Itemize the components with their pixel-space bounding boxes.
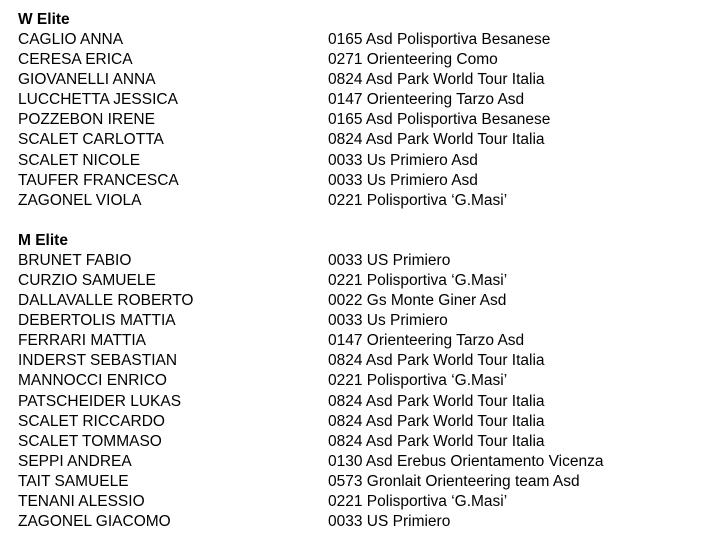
club-name: 0221 Polisportiva ‘G.Masi’ — [328, 492, 508, 510]
entry-row — [18, 50, 708, 70]
club-name: 0165 Asd Polisportiva Besanese — [328, 31, 551, 48]
athlete-name: CURZIO SAMUELE — [18, 271, 156, 289]
entry-row — [18, 371, 708, 391]
athlete-name: TAUFER FRANCESCA — [18, 171, 179, 189]
athlete-name: INDERST SEBASTIAN — [18, 352, 178, 370]
club-name: 0824 Asd Park World Tour Italia — [328, 71, 545, 89]
entry-row — [18, 432, 708, 452]
club-name: 0022 Gs Monte Giner Asd — [328, 292, 507, 310]
entry-row — [18, 171, 708, 191]
athlete-name: FERRARI MATTIA — [18, 332, 147, 350]
athlete-name: ZAGONEL VIOLA — [18, 191, 142, 209]
entry-row — [18, 271, 708, 291]
club-name: 0824 Asd Park World Tour Italia — [328, 432, 545, 450]
athlete-name: DEBERTOLIS MATTIA — [18, 312, 176, 330]
athlete-name: SCALET RICCARDO — [18, 412, 165, 430]
club-name: 0573 Gronlait Orienteering team Asd — [328, 472, 580, 490]
athlete-name: CAGLIO ANNA — [18, 31, 124, 48]
athlete-name: MANNOCCI ENRICO — [18, 372, 167, 390]
athlete-name: BRUNET FABIO — [18, 251, 132, 269]
entry-row — [18, 251, 708, 271]
entry-row — [18, 392, 708, 412]
entry-row — [18, 331, 708, 351]
entry-row — [18, 151, 708, 171]
entry-row — [18, 512, 708, 532]
entry-row — [18, 452, 708, 472]
athlete-name: SCALET CARLOTTA — [18, 131, 164, 149]
athlete-name: TENANI ALESSIO — [18, 492, 145, 510]
athlete-name: POZZEBON IRENE — [18, 111, 155, 129]
club-name: 0033 Us Primiero — [328, 312, 448, 330]
section-title: M Elite — [18, 231, 68, 249]
entry-list-document — [18, 10, 708, 532]
athlete-name: GIOVANELLI ANNA — [18, 71, 156, 89]
entry-row — [18, 191, 708, 211]
athlete-name: CERESA ERICA — [18, 51, 133, 69]
club-name: 0147 Orienteering Tarzo Asd — [328, 332, 525, 350]
club-name: 0130 Asd Erebus Orientamento Vicenza — [328, 452, 604, 470]
entry-row — [18, 291, 708, 311]
club-name: 0221 Polisportiva ‘G.Masi’ — [328, 191, 508, 209]
athlete-name: PATSCHEIDER LUKAS — [18, 392, 182, 410]
entry-row — [18, 90, 708, 110]
athlete-name: SEPPI ANDREA — [18, 452, 132, 470]
entry-row — [18, 130, 708, 150]
entry-row — [18, 70, 708, 90]
athlete-name: LUCCHETTA JESSICA — [18, 91, 178, 109]
club-name: 0824 Asd Park World Tour Italia — [328, 131, 545, 149]
athlete-name: DALLAVALLE ROBERTO — [18, 292, 194, 310]
entry-row — [18, 311, 708, 331]
athlete-name: TAIT SAMUELE — [18, 472, 129, 490]
entry-row — [18, 351, 708, 371]
athlete-name: ZAGONEL GIACOMO — [18, 513, 171, 531]
entry-row — [18, 472, 708, 492]
section-spacer — [18, 211, 708, 231]
club-name: 0033 US Primiero — [328, 513, 451, 531]
section-title: W Elite — [18, 11, 70, 28]
club-name: 0221 Polisportiva ‘G.Masi’ — [328, 372, 508, 390]
club-name: 0824 Asd Park World Tour Italia — [328, 392, 545, 410]
club-name: 0147 Orienteering Tarzo Asd — [328, 91, 525, 109]
entry-row — [18, 492, 708, 512]
club-name: 0033 Us Primiero Asd — [328, 151, 478, 169]
club-name: 0221 Polisportiva ‘G.Masi’ — [328, 271, 508, 289]
athlete-name: SCALET TOMMASO — [18, 432, 162, 450]
section-w-elite — [18, 10, 708, 211]
entry-row — [18, 30, 708, 50]
club-name: 0824 Asd Park World Tour Italia — [328, 412, 545, 430]
club-name: 0033 Us Primiero Asd — [328, 171, 478, 189]
entry-row — [18, 412, 708, 432]
club-name: 0033 US Primiero — [328, 251, 451, 269]
athlete-name: SCALET NICOLE — [18, 151, 141, 169]
entry-row — [18, 110, 708, 130]
club-name: 0271 Orienteering Como — [328, 51, 498, 69]
club-name: 0824 Asd Park World Tour Italia — [328, 352, 545, 370]
club-name: 0165 Asd Polisportiva Besanese — [328, 111, 551, 129]
section-m-elite — [18, 231, 708, 532]
